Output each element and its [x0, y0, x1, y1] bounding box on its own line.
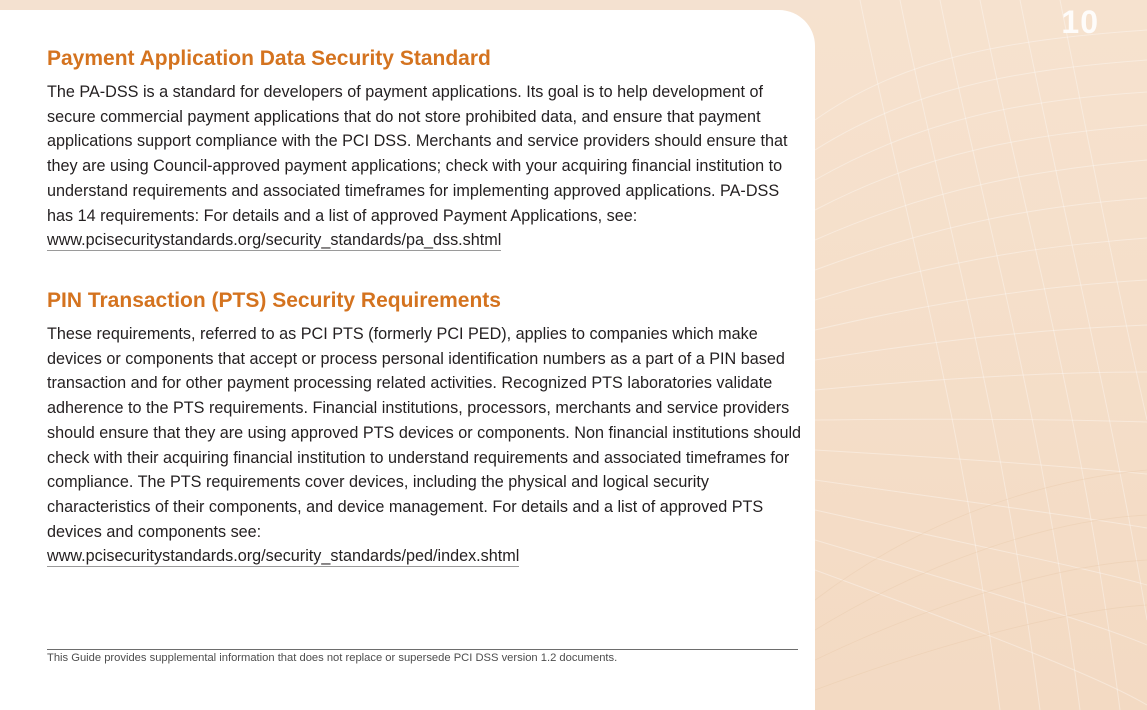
top-strip [0, 0, 820, 10]
section-body [47, 322, 802, 569]
section-pts [47, 288, 802, 569]
section-body-text: These requirements, referred to as PCI PTS (formerly PCI PED), applies to companies which make devices or components that accept or process personal identification numbers as a part of a PIN based transaction and for other payment processing related activities. Recognized PTS laboratories validate adherence to the PTS requirements. Financial institutions, processors, merchants and service providers should ensure that they are using approved PTS devices or components. Non financial institutions should check with their acquiring financial institution to understand requirements and associated timeframes for compliance. The PTS requirements cover devices, including the physical and logical security characteristics of their components, and device management. For details and a list of approved PTS devices and components see: [47, 325, 802, 541]
page-number: 10 [1061, 4, 1099, 40]
section-body [47, 80, 802, 253]
footer-note: This Guide provides supplemental information that does not replace or supersede PCI DSS version 1.2 documents. [47, 652, 618, 664]
section-pa-dss [47, 46, 802, 253]
footer-divider [47, 649, 798, 650]
section-body-text: The PA-DSS is a standard for developers of payment applications. Its goal is to help development of secure commercial payment applications that do not store prohibited data, and ensure that payment applications support compliance with the PCI DSS. Merchants and service providers should ensure that they are using Council-approved payment applications; check with your acquiring financial institution to understand requirements and associated timeframes for implementing approved applications. PA-DSS has 14 requirements: For details and a list of approved Payment Applications, see: [47, 83, 788, 225]
pts-link[interactable]: www.pcisecuritystandards.org/security_standards/ped/index.shtml [47, 547, 520, 566]
section-heading: Payment Application Data Security Standard [47, 47, 491, 70]
section-heading: PIN Transaction (PTS) Security Requirements [47, 289, 501, 312]
pa-dss-link[interactable]: www.pcisecuritystandards.org/security_standards/pa_dss.shtml [47, 231, 502, 250]
